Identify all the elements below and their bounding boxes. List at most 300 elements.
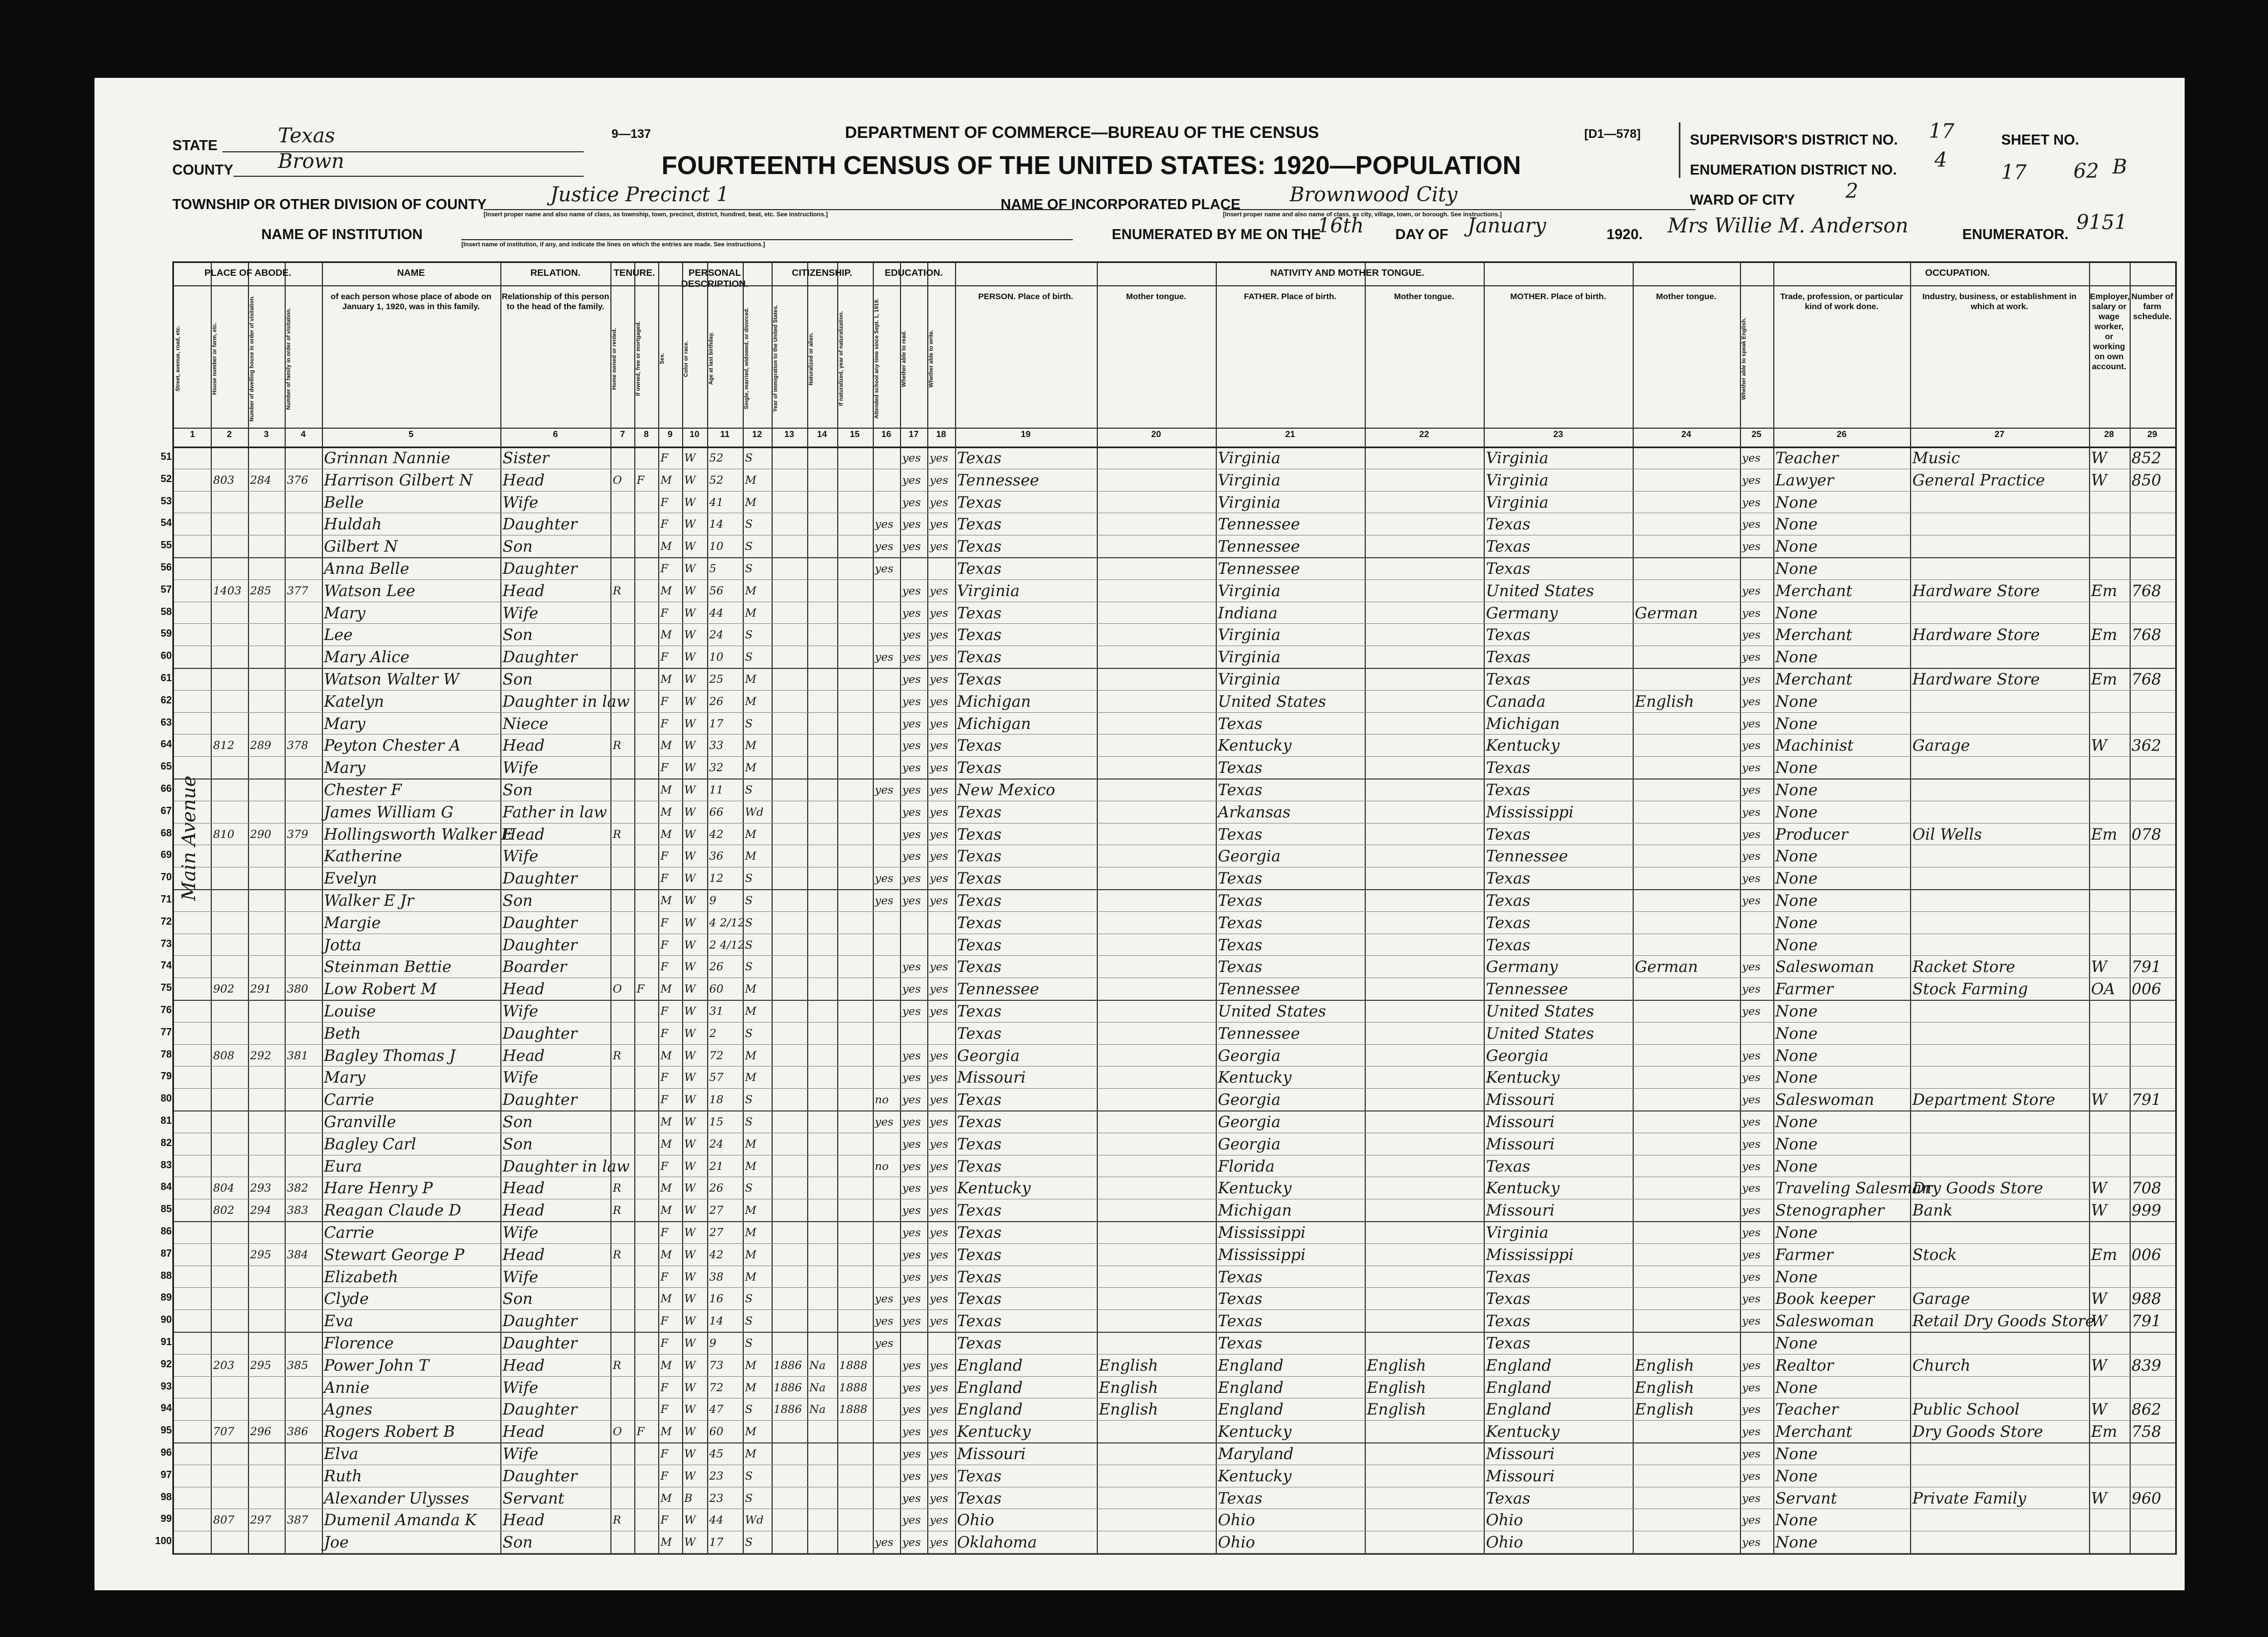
group-header: EDUCATION. <box>884 267 943 278</box>
cell-rel: Daughter <box>503 559 578 578</box>
column-header: House number or farm, etc. <box>212 322 218 395</box>
cell-sex: M <box>660 827 672 841</box>
cell-name: Lee <box>324 626 353 644</box>
cell-name: Alexander Ulysses <box>324 1489 469 1507</box>
row-number: 63 <box>160 716 172 728</box>
cell-pob: Texas <box>957 891 1002 910</box>
cell-emp: OA <box>2091 980 2115 999</box>
column-number: 10 <box>689 430 700 439</box>
cell-age: 16 <box>709 1292 724 1306</box>
cell-sch: yes <box>874 1292 894 1306</box>
cell-race: W <box>684 1336 696 1350</box>
cell-farm: 839 <box>2131 1356 2161 1375</box>
cell-occ: Lawyer <box>1775 470 1834 489</box>
cell-occ: None <box>1775 692 1818 711</box>
cell-farm: 768 <box>2131 670 2161 688</box>
cell-race: W <box>684 1247 696 1261</box>
cell-race: W <box>684 1425 696 1438</box>
cell-farm: 078 <box>2131 825 2161 844</box>
cell-occ: None <box>1775 781 1818 799</box>
cell-age: 26 <box>709 694 724 708</box>
cell-ms: S <box>745 539 753 553</box>
cell-ms: M <box>745 982 757 996</box>
cell-read: yes <box>902 451 921 464</box>
row-rule <box>174 1287 2175 1288</box>
cell-pob: Texas <box>957 736 1002 755</box>
cell-read: yes <box>902 716 921 730</box>
cell-read: yes <box>902 539 921 553</box>
cell-emp: Em <box>2091 825 2117 844</box>
cell-mpob: Texas <box>1486 825 1530 844</box>
row-number: 80 <box>160 1093 172 1104</box>
cell-race: W <box>684 1402 696 1416</box>
cell-mort: F <box>636 1425 645 1438</box>
cell-name: James William G <box>324 802 454 821</box>
cell-occ: Book keeper <box>1775 1289 1874 1308</box>
cell-sex: M <box>660 1292 672 1306</box>
cell-name: Evelyn <box>324 869 377 888</box>
cell-occ: Machinist <box>1775 736 1854 755</box>
row-number: 67 <box>160 805 172 816</box>
cell-occ: None <box>1775 648 1818 667</box>
cell-race: W <box>684 960 696 974</box>
column-divider <box>211 263 212 1553</box>
column-divider <box>500 263 501 1553</box>
cell-pob: Texas <box>957 493 1002 512</box>
cell-pob: Texas <box>957 869 1002 888</box>
cell-read: yes <box>902 1491 921 1505</box>
cell-race: W <box>684 783 696 796</box>
row-number: 77 <box>160 1026 172 1038</box>
cell-ms: S <box>745 871 753 885</box>
cell-name: Florence <box>324 1334 394 1352</box>
cell-ms: S <box>745 1535 753 1549</box>
cell-age: 23 <box>709 1469 724 1482</box>
cell-occ: None <box>1775 913 1818 932</box>
cell-mpob: Texas <box>1486 869 1530 888</box>
cell-write: yes <box>929 1292 948 1306</box>
cell-house: 812 <box>213 738 235 752</box>
cell-ms: S <box>745 1026 753 1040</box>
cell-name: Hare Henry P <box>324 1179 433 1198</box>
cell-sex: F <box>660 1159 668 1173</box>
cell-eng: yes <box>1742 1447 1761 1460</box>
cell-ms: M <box>745 606 757 619</box>
row-number: 62 <box>160 694 172 706</box>
cell-read: yes <box>902 849 921 863</box>
column-divider <box>772 263 773 1553</box>
cell-ind: Bank <box>1912 1201 1953 1220</box>
cell-sch: yes <box>874 517 894 531</box>
row-number: 71 <box>160 894 172 905</box>
row-number: 65 <box>160 761 172 772</box>
cell-fpob: Mississippi <box>1217 1245 1306 1264</box>
cell-rel: Head <box>503 1046 545 1065</box>
cell-rel: Daughter <box>503 1312 578 1331</box>
cell-ms: M <box>745 1269 757 1283</box>
cell-ms: M <box>745 1447 757 1460</box>
cell-age: 17 <box>709 1535 724 1549</box>
cell-rel: Head <box>503 1245 545 1264</box>
cell-name: Katelyn <box>324 692 384 711</box>
cell-mpob: England <box>1486 1356 1552 1375</box>
cell-eng: yes <box>1742 1093 1761 1107</box>
column-header: Number of farm schedule. <box>2131 292 2174 321</box>
cell-fpob: Michigan <box>1217 1201 1292 1220</box>
cell-sex: F <box>660 937 668 951</box>
cell-name: Carrie <box>324 1090 375 1109</box>
column-divider <box>1910 263 1911 1553</box>
row-number: 78 <box>160 1048 172 1060</box>
cell-mpob: Virginia <box>1486 493 1549 512</box>
cell-occ: None <box>1775 1378 1818 1397</box>
cell-sex: M <box>660 982 672 996</box>
column-divider <box>900 263 901 1553</box>
cell-eng: yes <box>1742 849 1761 863</box>
cell-fpob: Virginia <box>1217 470 1281 489</box>
cell-eng: yes <box>1742 672 1761 686</box>
cell-dw: 295 <box>250 1358 272 1372</box>
cell-race: W <box>684 982 696 996</box>
cell-pob: Texas <box>957 449 1002 467</box>
cell-rel: Daughter <box>503 1334 578 1352</box>
cell-pob: Texas <box>957 825 1002 844</box>
cell-ind: Stock <box>1912 1245 1957 1264</box>
cell-eng: yes <box>1742 1491 1761 1505</box>
row-number: 70 <box>160 871 172 883</box>
cell-fam: 378 <box>287 738 309 752</box>
cell-write: yes <box>929 694 948 708</box>
cell-ind: Stock Farming <box>1912 980 2028 999</box>
cell-ms: M <box>745 1159 757 1173</box>
cell-mpob: Texas <box>1486 1157 1530 1175</box>
cell-dw: 294 <box>250 1203 272 1217</box>
cell-race: W <box>684 1026 696 1040</box>
cell-eng: yes <box>1742 1226 1761 1239</box>
column-header: Single, married, widowed, or divorced. <box>744 307 750 410</box>
cell-age: 36 <box>709 849 724 863</box>
cell-ms: M <box>745 827 757 841</box>
cell-write: yes <box>929 1314 948 1328</box>
cell-eng: yes <box>1742 871 1761 885</box>
cell-sex: M <box>660 672 672 686</box>
cell-age: 27 <box>709 1203 724 1217</box>
column-header: Trade, profession, or particular kind of work done. <box>1780 292 1903 311</box>
cell-imm: 1886 <box>773 1402 802 1416</box>
cell-name: Anna Belle <box>324 559 410 578</box>
cell-sex: F <box>660 1380 668 1394</box>
cell-occ: None <box>1775 493 1818 512</box>
cell-pob: Texas <box>957 1201 1002 1220</box>
cell-fpob: England <box>1217 1400 1284 1419</box>
cell-pob: Texas <box>957 935 1002 954</box>
cell-fam: 381 <box>287 1048 309 1062</box>
row-number: 66 <box>160 783 172 794</box>
cell-ms: M <box>745 1358 757 1372</box>
cell-nat: Na <box>809 1380 826 1394</box>
cell-write: yes <box>929 1425 948 1438</box>
cell-rel: Son <box>503 891 533 910</box>
column-number: 14 <box>817 430 827 439</box>
cell-name: Mary <box>324 603 366 622</box>
cell-ms: S <box>745 1402 753 1416</box>
cell-write: yes <box>929 716 948 730</box>
cell-name: Grinnan Nannie <box>324 449 450 467</box>
cell-eng: yes <box>1742 451 1761 464</box>
cell-rel: Head <box>503 980 545 999</box>
column-number: 15 <box>849 430 860 439</box>
cell-farm: 006 <box>2131 980 2161 999</box>
cell-pob: Texas <box>957 1334 1002 1352</box>
cell-ms: S <box>745 517 753 531</box>
cell-age: 45 <box>709 1447 724 1460</box>
cell-ind: Oil Wells <box>1912 825 1982 844</box>
cell-ftongue: English <box>1366 1378 1426 1397</box>
cell-occ: Saleswoman <box>1775 1312 1874 1331</box>
cell-farm: 852 <box>2131 449 2161 467</box>
cell-mpob: Texas <box>1486 1267 1530 1286</box>
cell-dw: 293 <box>250 1181 272 1195</box>
cell-farm: 006 <box>2131 1245 2161 1264</box>
cell-occ: None <box>1775 714 1818 733</box>
column-number: 13 <box>784 430 794 439</box>
header-rule <box>174 428 2175 429</box>
cell-rel: Wife <box>503 603 539 622</box>
cell-ind: Private Family <box>1912 1489 2027 1507</box>
column-number: 1 <box>190 430 195 439</box>
column-number: 11 <box>720 430 730 439</box>
cell-fpob: Texas <box>1217 825 1262 844</box>
cell-rel: Wife <box>503 847 539 866</box>
cell-ind: Dry Goods Store <box>1912 1179 2043 1198</box>
cell-dw: 297 <box>250 1513 272 1527</box>
cell-fpob: Kentucky <box>1217 1422 1292 1441</box>
cell-rel: Daughter <box>503 935 578 954</box>
column-number: 28 <box>2104 430 2114 439</box>
cell-sex: M <box>660 1203 672 1217</box>
cell-house: 203 <box>213 1358 235 1372</box>
cell-eng: yes <box>1742 1203 1761 1217</box>
column-header: Employer, salary or wage worker, or working on own account. <box>2090 292 2130 371</box>
cell-occ: None <box>1775 1002 1818 1020</box>
column-header: Whether able to speak English. <box>1740 318 1747 400</box>
cell-ind: Hardware Store <box>1912 626 2040 644</box>
cell-eng: yes <box>1742 606 1761 619</box>
cell-mpob: Ohio <box>1486 1533 1523 1552</box>
cell-write: yes <box>929 1491 948 1505</box>
cell-pob: Missouri <box>957 1445 1026 1463</box>
cell-tongue: English <box>1098 1400 1158 1419</box>
cell-emp: W <box>2091 1289 2107 1308</box>
row-number: 51 <box>160 451 172 462</box>
cell-write: yes <box>929 1535 948 1549</box>
cell-emp: Em <box>2091 581 2117 600</box>
cell-mpob: Germany <box>1486 958 1558 976</box>
row-number: 76 <box>160 1004 172 1015</box>
column-header: Street, avenue, road, etc. <box>175 325 181 392</box>
enumeration-day: 16th <box>1317 215 1364 237</box>
cell-mpob: United States <box>1486 1002 1594 1020</box>
row-rule <box>174 911 2175 912</box>
township-underline <box>484 209 1073 210</box>
cell-eng: yes <box>1742 1070 1761 1084</box>
cell-age: 24 <box>709 628 724 642</box>
cell-rel: Wife <box>503 1002 539 1020</box>
cell-fam: 376 <box>287 473 309 487</box>
row-number: 98 <box>160 1491 172 1502</box>
cell-pob: Texas <box>957 1090 1002 1109</box>
margin-number: 9151 <box>2076 211 2127 234</box>
cell-own: R <box>613 1181 621 1195</box>
row-rule <box>174 712 2175 713</box>
cell-write: yes <box>929 650 948 664</box>
cell-emp: Em <box>2091 670 2117 688</box>
cell-own: R <box>613 1247 621 1261</box>
cell-pob: Texas <box>957 648 1002 667</box>
cell-race: W <box>684 827 696 841</box>
cell-sex: M <box>660 1137 672 1150</box>
ward-label: WARD OF CITY <box>1690 191 1796 208</box>
row-number: 74 <box>160 960 172 971</box>
cell-age: 31 <box>709 1004 724 1018</box>
cell-read: yes <box>902 1181 921 1195</box>
column-number: 3 <box>263 430 269 439</box>
cell-sex: F <box>660 562 668 575</box>
cell-sex: F <box>660 1402 668 1416</box>
cell-rel: Son <box>503 1533 533 1552</box>
cell-mpob: Virginia <box>1486 449 1549 467</box>
column-divider <box>610 263 611 1553</box>
cell-dw: 291 <box>250 982 272 996</box>
cell-race: W <box>684 937 696 951</box>
cell-write: yes <box>929 783 948 796</box>
cell-sch: no <box>874 1159 889 1173</box>
cell-read: yes <box>902 871 921 885</box>
township-value: Justice Precinct 1 <box>550 183 729 206</box>
cell-mpob: Missouri <box>1486 1445 1555 1463</box>
cell-write: yes <box>929 1004 948 1018</box>
cell-own: O <box>613 473 622 487</box>
cell-rel: Daughter <box>503 1466 578 1485</box>
cell-name: Eura <box>324 1157 362 1175</box>
cell-sch: yes <box>874 1535 894 1549</box>
street-note: Main Avenue <box>178 775 200 901</box>
cell-eng: yes <box>1742 1159 1761 1173</box>
cell-fpob: United States <box>1217 692 1326 711</box>
column-header: Mother tongue. <box>1394 292 1455 301</box>
cell-sex: M <box>660 628 672 642</box>
cell-name: Mary <box>324 714 366 733</box>
cell-age: 72 <box>709 1380 724 1394</box>
cell-read: yes <box>902 1093 921 1107</box>
cell-write: yes <box>929 1447 948 1460</box>
township-label: TOWNSHIP OR OTHER DIVISION OF COUNTY <box>172 196 487 212</box>
cell-name: Jotta <box>324 935 361 954</box>
cell-rel: Head <box>503 736 545 755</box>
column-divider <box>2089 263 2090 1553</box>
cell-age: 5 <box>709 562 717 575</box>
group-header: NAME <box>397 267 425 278</box>
cell-occ: None <box>1775 1113 1818 1131</box>
cell-sch: yes <box>874 562 894 575</box>
cell-race: W <box>684 894 696 907</box>
cell-pob: Texas <box>957 559 1002 578</box>
cell-sex: M <box>660 1048 672 1062</box>
row-rule <box>174 1309 2175 1310</box>
cell-read: yes <box>902 583 921 597</box>
cell-sex: M <box>660 805 672 818</box>
cell-race: W <box>684 1137 696 1150</box>
column-header: Color or race. <box>683 340 689 377</box>
cell-rel: Daughter <box>503 1024 578 1043</box>
cell-fpob: Texas <box>1217 958 1262 976</box>
column-divider <box>1740 263 1741 1553</box>
cell-occ: Farmer <box>1775 980 1833 999</box>
cell-race: W <box>684 1358 696 1372</box>
cell-race: W <box>684 1203 696 1217</box>
cell-age: 4 2/12 <box>709 915 745 929</box>
row-number: 88 <box>160 1269 172 1281</box>
cell-write: yes <box>929 1513 948 1527</box>
cell-race: W <box>684 1093 696 1107</box>
cell-rel: Head <box>503 1511 545 1530</box>
cell-farm: 791 <box>2131 1312 2161 1331</box>
cell-read: yes <box>902 1402 921 1416</box>
cell-occ: None <box>1775 847 1818 866</box>
cell-occ: None <box>1775 603 1818 622</box>
cell-rel: Wife <box>503 1378 539 1397</box>
column-number: 24 <box>1681 430 1692 439</box>
column-divider <box>1633 263 1634 1553</box>
cell-fam: 382 <box>287 1181 309 1195</box>
cell-sex: M <box>660 1181 672 1195</box>
cell-pob: Texas <box>957 626 1002 644</box>
cell-farm: 988 <box>2131 1289 2161 1308</box>
column-divider <box>1216 263 1217 1553</box>
cell-fpob: Texas <box>1217 1334 1262 1352</box>
cell-sex: M <box>660 583 672 597</box>
cell-ms: S <box>745 1491 753 1505</box>
cell-read: yes <box>902 960 921 974</box>
census-table <box>155 261 2177 1555</box>
cell-farm: 768 <box>2131 581 2161 600</box>
cell-pob: Michigan <box>957 714 1031 733</box>
cell-rel: Son <box>503 1134 533 1153</box>
column-header: FATHER. Place of birth. <box>1244 292 1337 301</box>
county-value: Brown <box>278 150 345 173</box>
stamp-number: 62 <box>2073 160 2099 183</box>
row-number: 87 <box>160 1247 172 1259</box>
cell-eng: yes <box>1742 1269 1761 1283</box>
cell-mpob: Michigan <box>1486 714 1560 733</box>
cell-eng: yes <box>1742 694 1761 708</box>
cell-age: 11 <box>709 783 724 796</box>
sheet-side: B <box>2112 156 2127 178</box>
cell-write: yes <box>929 1380 948 1394</box>
cell-ms: S <box>745 628 753 642</box>
cell-write: yes <box>929 827 948 841</box>
cell-name: Belle <box>324 493 364 512</box>
cell-write: yes <box>929 738 948 752</box>
group-header: OCCUPATION. <box>1925 267 1990 278</box>
cell-sex: F <box>660 1269 668 1283</box>
row-number: 73 <box>160 937 172 949</box>
cell-race: W <box>684 1004 696 1018</box>
cell-write: yes <box>929 1070 948 1084</box>
cell-dw: 292 <box>250 1048 272 1062</box>
cell-pob: Texas <box>957 958 1002 976</box>
cell-emp: W <box>2091 736 2107 755</box>
